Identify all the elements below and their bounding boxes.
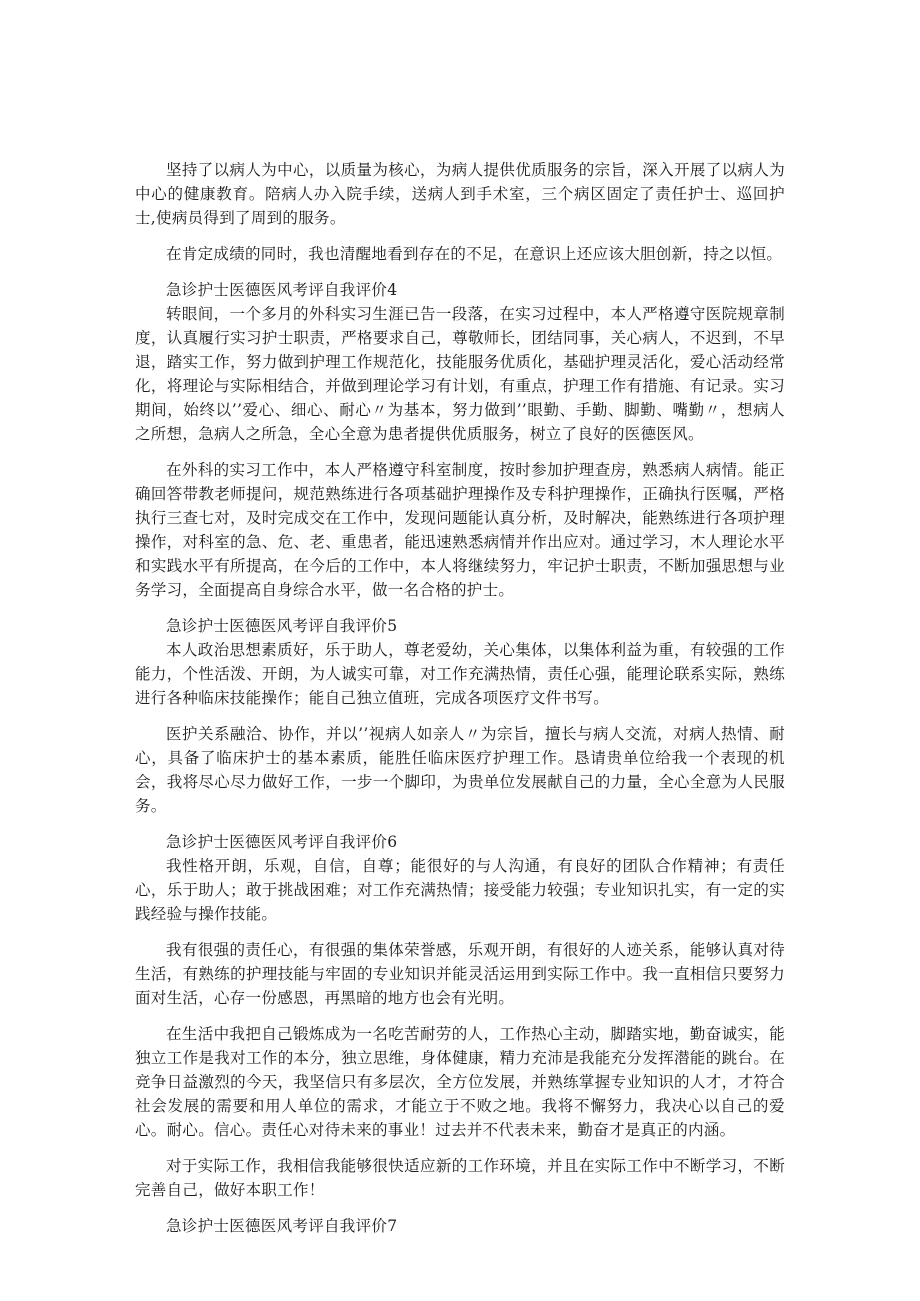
paragraph-doctor-nurse-relations: 医护关系融洽、协作，并以’’视病人如亲人〃为宗旨，擅长与病人交流，对病人热情、耐心，具备了临床护士的基本素质，能胜任临床医疗护理工作。恳请贵单位给我一个表现的机会，我将尽心尽力做好工作，一步一个脚印，为贵单位发展献自己的力量，全心全意为人民服务。 — [135, 725, 785, 815]
paragraph-surgery-work: 在外科的实习工作中，本人严格遵守科室制度，按时参加护理查房，熟悉病人病情。能正确回答带教老师提问，规范熟练进行各项基础护理操作及专科护理操作，正确执行医嘱，严格执行三查七对，及时完成交在工作中，发现问题能认真分析，及时解决，能熟练进行各项护理操作，对科室的急、危、老、重患者，能迅速熟悉病情并作出应对。通过学习，木人理论水平和实践水平有所提高，在今后的工作中，本人将继续努力，牢记护士职责，不断加强思想与业务学习，全面提高自身综合水平，做一名合格的护士。 — [135, 461, 785, 599]
section-heading-7: 急诊护士医德医风考评自我评价7 — [166, 1217, 398, 1235]
paragraph-hardworking: 在生活中我把自己锻炼成为一名吃苦耐劳的人，工作热心主动，脚踏实地，勤奋诚实，能独立工作是我对工作的本分，独立思维，身体健康，精力充沛是我能充分发挥潜能的跳台。在竞争日益激烈的今天，我坚信只有多层次，全方位发展，并熟练掌握专业知识的人才，才符合社会发展的需要和用人单位的需求，才能立于不败之地。我将不懈努力，我决心以自己的爱心。耐心。信心。责任心对待未来的事业！过去并不代表未来，勤奋才是真正的内涵。 — [135, 1025, 785, 1139]
section-heading-5: 急诊护士医德医风考评自我评价5 — [166, 617, 398, 635]
paragraph-patient-centered: 坚持了以病人为中心，以质量为核心，为病人提供优质服务的宗旨，深入开展了以病人为中心的健康教育。陪病人办入院手续，送病人到手术室，三个病区固定了责任护士、巡回护士,使病员得到了周到的服务。 — [135, 161, 785, 227]
section-heading-6: 急诊护士医德医风考评自我评价6 — [166, 833, 398, 851]
paragraph-shortcomings: 在肯定成绩的同时，我也清醒地看到存在的不足，在意识上还应该大胆创新，持之以恒。 — [166, 245, 783, 263]
paragraph-responsibility: 我有很强的责任心，有很强的集体荣誉感，乐观开朗，有很好的人迹关系，能够认真对待生活，有熟练的护理技能与牢固的专业知识并能灵活运用到实际工作中。我一直相信只要努力面对生活，心存一份感恩，再黑暗的地方也会有光明。 — [135, 941, 785, 1007]
paragraph-political-quality: 本人政治思想素质好，乐于助人，尊老爱幼，关心集体，以集体利益为重，有较强的工作能力，个性活泼、开朗，为人诚实可靠，对工作充满热情，责任心强，能理论联系实际，熟练进行各种临床技能操作；能自己独立值班，完成各项医疗文件书写。 — [135, 641, 785, 707]
section-heading-4: 急诊护士医德医风考评自我评价4 — [166, 281, 398, 299]
paragraph-surgery-internship: 转眼间，一个多月的外科实习生涯已告一段落，在实习过程中，本人严格遵守医院规章制度，认真履行实习护士职责，严格要求自己，尊敬师长，团结同事，关心病人，不迟到，不早退，踏实工作，努力做到护理工作规范化，技能服务优质化，基础护理灵活化，爱心活动经常化，将理论与实际相结合，并做到理论学习有计划，有重点，护理工作有措施、有记录。实习期间，始终以’’爱心、细心、耐心〃为基本，努力做到’’眼勤、手勤、脚勤、嘴勤〃，想病人之所想，急病人之所急，全心全意为患者提供优质服务，树立了良好的医德医风。 — [135, 305, 785, 443]
paragraph-adaptation: 对于实际工作，我相信我能够很快适应新的工作环境，并且在实际工作中不断学习，不断完善自己，做好本职工作！ — [135, 1157, 785, 1199]
paragraph-personality: 我性格开朗，乐观，自信，自尊；能很好的与人沟通，有良好的团队合作精神；有责任心，乐于助人；敢于挑战困难；对工作充满热情；接受能力较强；专业知识扎实，有一定的实践经验与操作技能。 — [135, 857, 785, 923]
document-body — [135, 158, 785, 1238]
